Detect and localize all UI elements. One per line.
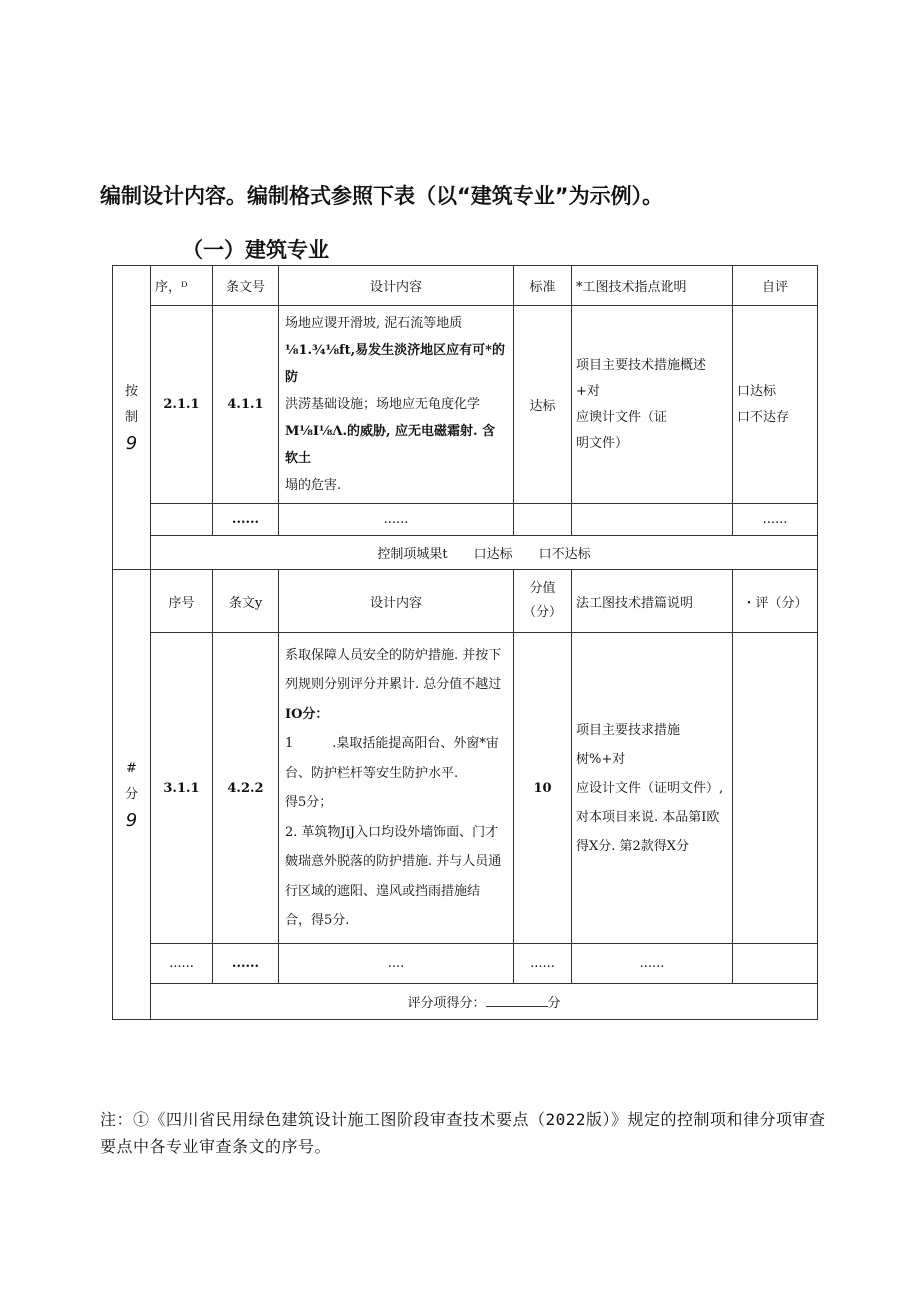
header-self-score: ・评（分） [733,570,818,633]
self-score-cell[interactable] [733,633,818,944]
dots-cell: ...... [279,504,514,536]
dots-cell: .... [279,944,514,984]
value-cell: 10 [514,633,572,944]
dots-cell: ...... [213,944,279,984]
control-ellipsis-row [113,504,818,536]
content-cell: 系取保障人员安全的防炉措施. 并按下 列规则分别评分并累计. 总分值不越过 IO分： 1 .臬取括能提高阳台、外窗*宙 台、防护栏杆等安生防护水平. 得5分； 2. 革筑物JiJ入口均设外墙饰面、门才 皴瑞意外脱落的防护措施. 并与人员通 行区域的遮阳、遑风或挡雨措施结 合，得5分. [279,633,514,944]
checkbox-fail[interactable]: 口不达存 [737,409,790,425]
score-blank[interactable] [486,994,548,1007]
header-clause: 条文y [213,570,279,633]
standard-cell: 达标 [514,306,572,504]
explanation-cell: 项目主要技术措施概述+对 应谀计文件（证 明文件） [572,306,733,504]
explanation-cell: 项目主要技求措施树%+对 应设计文件（证明文件）, 对本项目来说. 本品第I欧 得X分. 第2款得X分 [572,633,733,944]
header-content: 设计内容 [279,266,514,306]
control-row [113,306,818,504]
clause-cell: 4.2.2 [213,633,279,944]
header-content: 设计内容 [279,570,514,633]
header-standard: 标准 [514,266,572,306]
dots-cell: ...... [733,504,818,536]
score-row [113,633,818,944]
score-ellipsis-row [113,944,818,984]
header-explanation: *工图技术指点讹明 [572,266,733,306]
header-explanation: 法工图技术措篇说明 [572,570,733,633]
header-value: 分值 （分） [514,570,572,633]
control-result-row [113,536,818,570]
score-result: 评分项得分： 分 [151,984,818,1020]
header-self-eval: 自评 [733,266,818,306]
dots-cell: ...... [151,944,213,984]
control-result: 控制项城果t 口达标 口不达标 [151,536,818,570]
score-group-label: # 分 9 [113,570,151,1020]
score-header-row [113,570,818,633]
header-clause: 条文号 [213,266,279,306]
dots-cell: ...... [514,944,572,984]
control-header-row [113,266,818,306]
intro-text: 编制设计内容。编制格式参照下表（以“建筑专业”为示例）。 [100,184,664,208]
review-table [112,265,818,1020]
score-result-row [113,984,818,1020]
clause-cell: 4.1.1 [213,306,279,504]
header-seq: 序号 [151,570,213,633]
section-title: （一）建筑专业 [182,238,329,262]
seq-cell: 3.1.1 [151,633,213,944]
footnote: 注：①《四川省民用绿色建筑设计施工图阶段审查技术要点（2022版）》规定的控制项和律分项审查要点中各专业审查条文的序号。 [100,1110,826,1156]
header-seq: 序，ᴰ [151,266,213,306]
dots-cell: ...... [572,944,733,984]
content-cell: 场地应谡开滑坡, 泥石流等地质 ⅛1.¾⅛ft,易发生淡济地区应有可*的防 洪涝基础设施；场地应无龟度化学 M⅛I⅛Λ.的威胁, 应无电磁霜射. 含软土 塌的危害. [279,306,514,504]
dots-cell: ...... [213,504,279,536]
control-group-label: 按 制 9 [113,266,151,570]
seq-cell: 2.1.1 [151,306,213,504]
self-eval-cell [733,306,818,504]
checkbox-pass[interactable]: 口达标 [737,383,777,399]
